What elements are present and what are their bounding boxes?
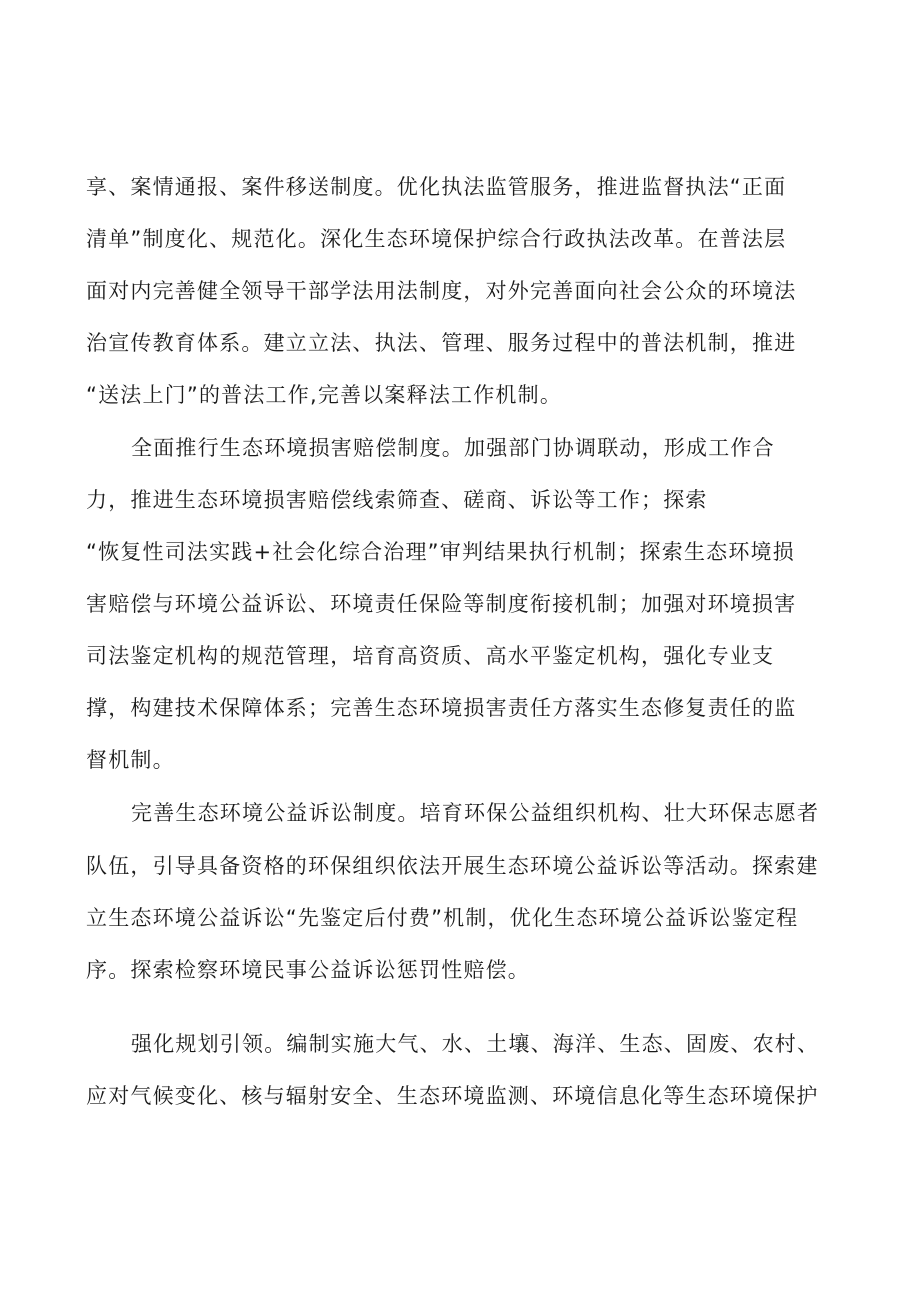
paragraph-2-line-4: 害赔偿与环境公益诉讼、环境责任保险等制度衔接机制；加强对环境损害 [86,592,797,616]
paragraph-1-line-4: 治宣传教育体系。建立立法、执法、管理、服务过程中的普法机制，推进 [86,331,797,355]
paragraph-2-line-5: 司法鉴定机构的规范管理，培育高资质、高水平鉴定机构，强化专业支 [86,644,775,668]
paragraph-1-line-2: 清单”制度化、规范化。深化生态环境保护综合行政执法改革。在普法层 [86,227,787,251]
paragraph-1-line-3: 面对内完善健全领导干部学法用法制度，对外完善面向社会公众的环境法 [86,279,797,303]
paragraph-3-line-1: 完善生态环境公益诉讼制度。培育环保公益组织机构、壮大环保志愿者 [131,801,820,825]
paragraph-2-line-7: 督机制。 [86,748,175,772]
paragraph-3-line-3: 立生态环境公益诉讼“先鉴定后付费”机制，优化生态环境公益诉讼鉴定程 [86,906,799,930]
paragraph-3-line-4: 序。探索检察环境民事公益诉讼惩罚性赔偿。 [86,958,530,982]
paragraph-1-line-5: “送法上门”的普法工作,完善以案释法工作机制。 [86,383,563,407]
paragraph-2-line-1: 全面推行生态环境损害赔偿制度。加强部门协调联动，形成工作合 [131,436,775,460]
paragraph-2-line-6: 撑，构建技术保障体系；完善生态环境损害责任方落实生态修复责任的监 [86,696,797,720]
paragraph-2-line-2: 力，推进生态环境损害赔偿线索筛查、磋商、诉讼等工作；探索 [86,488,708,512]
paragraph-3-line-2: 队伍，引导具备资格的环保组织依法开展生态环境公益诉讼等活动。探索建 [86,854,819,878]
paragraph-4-line-2: 应对气候变化、核与辐射安全、生态环境监测、环境信息化等生态环境保护 [86,1084,819,1108]
paragraph-4-line-1: 强化规划引领。编制实施大气、水、土壤、海洋、生态、固废、农村、 [131,1032,820,1056]
paragraph-1-line-1: 享、案情通报、案件移送制度。优化执法监管服务，推进监督执法“正面 [86,175,787,199]
paragraph-2-line-3: “恢复性司法实践+社会化综合治理”审判结果执行机制；探索生态环境损 [86,540,795,564]
